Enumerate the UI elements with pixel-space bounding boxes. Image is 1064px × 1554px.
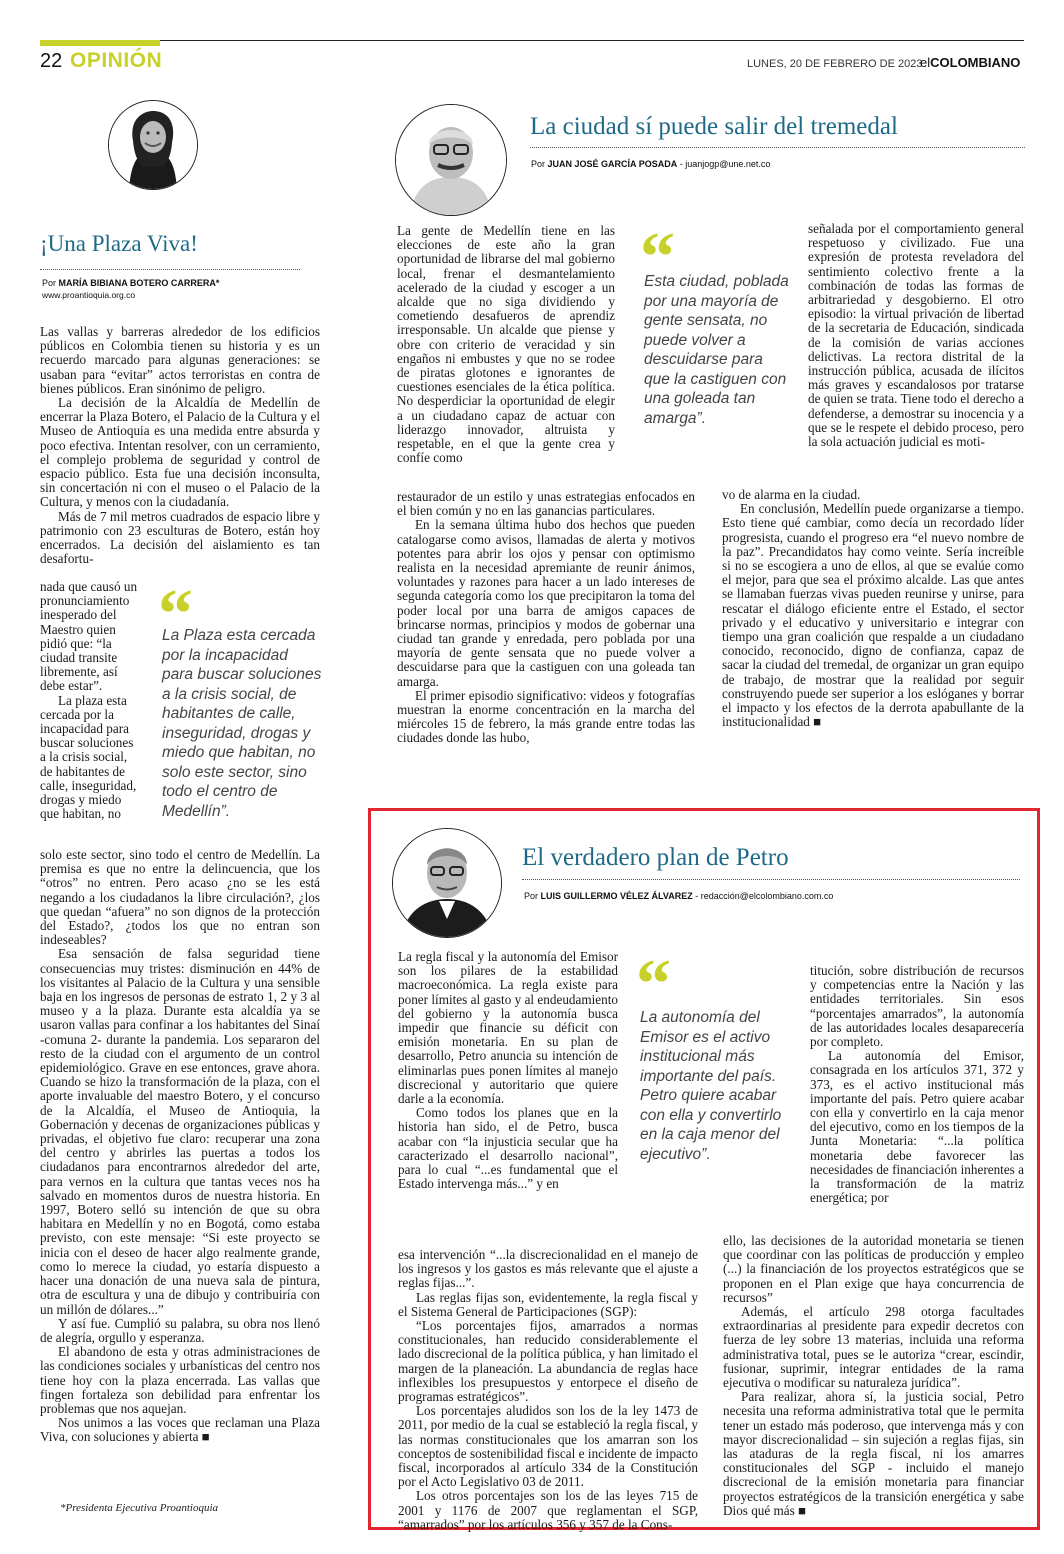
pull-quote-left: La Plaza esta cercada por la incapacidad para buscar soluciones a la crisis social, de habitantes de calle, inseguridad, drogas y miedo que habitan, no solo este sector, sino todo el centro de Medellín”. [162,627,322,820]
header-rule [160,40,1024,41]
title-divider-bottom [522,879,1020,880]
article-title-left: ¡Una Plaza Viva! [40,231,198,256]
article-body-top-col3: señalada por el comportamiento general respetuoso y civilizado. Fue una expresión de protesta reveladora del sentimiento colectivo frente a la combinación de todas las formas de arbitrariedad y desgobierno. El otro episodio: la virtual privación de libertad de la secretaria de Educación, sindicada de la comisión de varias acciones delictivas. La rectora distrital de la instrucción pública, acusada de ilícitos más graves y escandalosos por tratarse de quien se trata. Tiene todo el derecho a defenderse, a demostrar su inocencia y a que se le respete el debido proceso, pero la sola actuación judicial es moti- [808,221,1024,450]
author-portrait-top [395,104,507,216]
quote-mark-bottom: “ [636,946,671,1023]
author-portrait-left [108,100,198,190]
quote-mark-top: “ [640,219,675,296]
pull-quote-top: Esta ciudad, poblada por una mayoría de gente sensata, no puede volver a descuidarse para que la castiguen con una goleada tan amarga”. [644,273,789,427]
article-body-bottom-col1: La regla fiscal y la autonomía del Emisor son los pilares de la estabilidad macroeconómica. La regla existe para poner límites al gasto y al endeudamiento del gobierno y la autonomía busca impedir que financie su déficit con emisión monetaria. En su plan de desarrollo, Petro anuncia su intención de eliminarlas pues ponen límites al manejo discrecional y autoritario que quiere darle a la economía. Como todos los planes que en la historia han sido, el de Petro, busca acabar con “la injusticia secular que ha caracterizado el desarrollo nacional”, para lo cual “...es fundamental que el Estado intervenga más...” y en [398,949,618,1192]
article-body-bottom-col3: titución, sobre distribución de recursos y competencias entre la Nación y las entidades territoriales. Sin esos “porcentajes amarrados”, la autonomía de las autoridades locales desaparecería por completo. La autonomía del Emisor, consagrada en los artículos 371, 372 y 373, es el activo institucional más importante del país. Petro quiere acabar con ella y convertirlo en la caja menor del ejecutivo, como en los tiempos de la Junta Monetaria: “...la política monetaria debe favorecer las necesidades de financiación inherentes a la transformación de la matriz energética; por [810,963,1024,1206]
byline-left: Por MARÍA BIBIANA BOTERO CARRERA* [42,278,220,288]
article-body-top-col3-wide: vo de alarma en la ciudad. En conclusión, Medellín puede organizarse a tiempo. Esto tiene qué cambiar, como decía un recordado líder progresista, cuando el progreso era “el nuevo nombre de la paz”. Precandidatos hay como veinte. Sería increíble si no se escogiera a uno de ellos, al que se evalúe como el mejor, para que sea el próximo alcalde. Las que antes se llamaban fuerzas vivas pueden reunirse y unirse, para rescatar el diálogo eficiente entre el Estado, el sector privado y el educativo y universitario e integrar con tiempo una gran coalición que respalde a un ciudadano conocido, reconocido, digno de confianza, capaz de sacar la ciudad del tremedal, de organizar un gran equipo de trabajo, de mostrar que la realidad por seguir construyendo puede ser superior a los eslóganes y borrar el impacto y los efectos de la derrota apabullante de la institucionalidad ■ [722,487,1024,730]
article-body-bottom-col3-wide: ello, las decisiones de la autoridad monetaria se tienen que coordinar con las políticas de producción y empleo (...) la financiación de los proyectos estratégicos que se proponen en el Plan exige que haya concurrencia de recursos” Además, el artículo 298 otorga facultades extraordinarias al presidente para expedir decretos con fuerza de ley sobre 13 materias, incluida una reforma administrativa total, pues se le autoriza “crear, escindir, fusionar, suprimir, integrar entidades de la rama ejecutiva o modificar su naturaleza jurídica”. Para realizar, ahora sí, la justicia social, Petro necesita una reforma administrativa total que le permita tener un estado más poderoso, que intervenga más y con mayor discrecionalidad – sin sujeción a reglas fijas, sin las ataduras de la regla fiscal, ni los amarres constitucionales del SGP - incluido el manejo discrecional de la emisión monetaria para financiar proyectos estratégicos de la transición energética y sabe Dios qué más ■ [723,1233,1024,1518]
section-color-bar [40,40,160,46]
article-body-top-col1-wide: restaurador de un estilo y unas estrategias enfocados en el bien común y no en las ganancias particulares. En la semana última hubo dos hechos que pueden catalogarse como avisos, llamadas de alerta y motivos potentes para abrir los ojos y pensar con optimismo realista en la necesidad apremiante de reunir ánimos, voluntades y razones para hacer a un lado intereses de segunda categoría como los que precipitaron la toma del poder local por una barra de amigos capaces de brincarse normas, principios y modos de gobernar una ciudad tan grande y enredada, pero poblada por una mayoría de gente sensata que no puede volver a descuidarse para que la castiguen con una goleada tan amarga. El primer episodio significativo: videos y fotografías muestran la enorme concentración en la marcha del miércoles 15 de febrero, la más grande entre todas las ciudades donde las hubo, [397,489,695,746]
byline-bottom: Por LUIS GUILLERMO VÉLEZ ÁLVAREZ - redacción@elcolombiano.com.co [524,891,834,901]
quote-mark-left: “ [158,576,193,653]
author-portrait-bottom [392,828,502,938]
article-body-left-bottom: solo este sector, sino todo el centro de Medellín. La premisa es que no entre la delincuencia, que los “otros” no entren. Pero acaso ¿no se les está negando a los ciudadanos la libre circulación?, ¿los que quedan “afuera” no son dignos de la protección del Estado?, ¿todos los que no entran son indeseables? Esa sensación de falsa seguridad tiene consecuencias muy tristes: disminución en 44% de los visitantes al Palacio de la Cultura y una sensible baja en los ingresos de personas de estrato 1, 2 y 3 al museo y a la plaza. Durante esta alcaldía ya se usaron vallas para confinar a los habitantes del Sinaí -comuna 2- durante la pandemia. Los separaron del resto de la ciudad con el argumento de un control epidemiológico. Grave en ese entonces, grave ahora. Cuando se hizo la transformación de la plaza, con el aporte invaluable del maestro Botero, y el concurso de la Alcaldía, el Museo de Antioquia, la Gobernación y decenas de organizaciones públicas y privadas, el objetivo fue claro: recuperar una zona del centro y abrirles las puertas a todos los ciudadanos para encontrarnos alrededor del arte, para vernos en la cultura que tantas veces nos ha salvado en momentos duros de nuestra historia. En 1997, Botero selló su intención de que su obra habitara en Medellín y no en Bogotá, como estaba previsto, con este mensaje: “Si este proyecto se inicia con el deseo de hacer algo realmente grande, como lo merece la ciudad, yo estaría dispuesto a hacer una donación de una nueva sala de pintura, otra de escultura y una de dibujo y contribuiría con un millón de dólares...” Y así fue. Cumplió su palabra, su obra nos llenó de alegría, orgullo y esperanza. El abandono de esta y otras administraciones de las condiciones sociales y urbanísticas del centro nos tiene hoy con la plaza encerrada. Las vallas que fingen fortaleza son debilidad para enfrentar los problemas que nos aquejan. Nos unimos a las voces que reclaman una Plaza Viva, con soluciones y abierta ■ [40,847,320,1445]
author-website-left: www.proantioquia.org.co [42,290,136,300]
title-divider-top [530,147,1025,148]
article-body-left-top: Las vallas y barreras alrededor de los edificios públicos en Colombia tienen su historia y es un recuerdo marcado para algunas generaciones: se usaban para “evitar” actos terroristas en contra de bienes públicos. Eran sinónimo de peligro. La decisión de la Alcaldía de Medellín de encerrar la Plaza Botero, el Palacio de la Cultura y el Museo de Antioquia es una medida entre absurda y poco efectiva. Intentan resolver, con un cerramiento, el complejo problema de seguridad y control de espacio público. Esta fue una decisión inconsulta, sin concertación ni con el museo o el Palacio de la Cultura, y menos con la ciudadanía. Más de 7 mil metros cuadrados de espacio libre y patrimonio con 23 esculturas de Botero, están hoy encerrados. La decisión del aislamiento es tan desafortu- [40,324,320,567]
byline-top: Por JUAN JOSÉ GARCÍA POSADA - juanjogp@une.net.co [531,159,771,169]
article-title-bottom: El verdadero plan de Petro [522,844,789,871]
issue-date: LUNES, 20 DE FEBRERO DE 2023 [747,58,923,70]
article-body-top-col1: La gente de Medellín tiene en las elecciones de este año la gran oportunidad de librarse del mal gobierno local, frenar el desmantelamiento acelerado de la ciudad y escoger a un alcalde que no siga dividiendo y cometiendo desafueros de aprendiz irresponsable. Un alcalde que piense y obre con criterio de veracidad y sin engaños ni embustes y que no se rodee de piratas glotones e ignorantes de cuestiones esenciales de la ética política. No desperdiciar la oportunidad de elegir a un ciudadano capaz de actuar con liderazgo innovador, altruista y respetable, en el que la gente crea y confíe como [397,223,615,466]
author-footnote-left: *Presidenta Ejecutiva Proantioquia [60,1502,219,1514]
newspaper-logo: elCOLOMBIANO [920,55,1021,70]
title-divider-left [40,269,300,270]
page-number: 22 [40,50,63,72]
section-name: OPINIÓN [70,49,163,72]
article-body-left-narrow: nada que causó un pronunciamiento inesperado del Maestro quien pidió que: “la ciudad transite libremente, así debe estar”. La plaza esta cercada por la incapacidad para buscar soluciones a la crisis social, de habitantes de calle, inseguridad, drogas y miedo que habitan, no [40,579,138,822]
article-body-bottom-col1-wide: esa intervención “...la discrecionalidad en el manejo de los ingresos y los gastos es más relevante que el ajuste a reglas fijas...”. Las reglas fijas son, evidentemente, la regla fiscal y el Sistema General de Participaciones (SGP): “Los porcentajes fijos, amarrados a normas constitucionales, han reducido considerablemente el lado discrecional de la política pública, y han limitado el margen de la planeación. La abundancia de reglas hace inflexibles los presupuestos y entorpece el diseño de programas estratégicos”. Los porcentajes aludidos son los de la ley 1473 de 2011, por medio de la cual se estableció la regla fiscal, y las normas constitucionales que los amarran son los conceptos de sostenibilidad fiscal e incidente de impacto fiscal, incorporados al artículo 334 de la Constitución por el Acto Legislativo 03 de 2011. Los otros porcentajes son los de las leyes 715 de 2001 y 1176 de 2007 que reglamentan el SGP, “amarrados” por los artículos 356 y 357 de la Cons- [398,1247,698,1532]
article-title-top: La ciudad sí puede salir del tremedal [530,113,898,140]
pull-quote-bottom: La autonomía del Emisor es el activo institucional más importante del país. Petro quiere acabar con ella y convertirlo en la caja menor del ejecutivo”. [640,1009,782,1163]
